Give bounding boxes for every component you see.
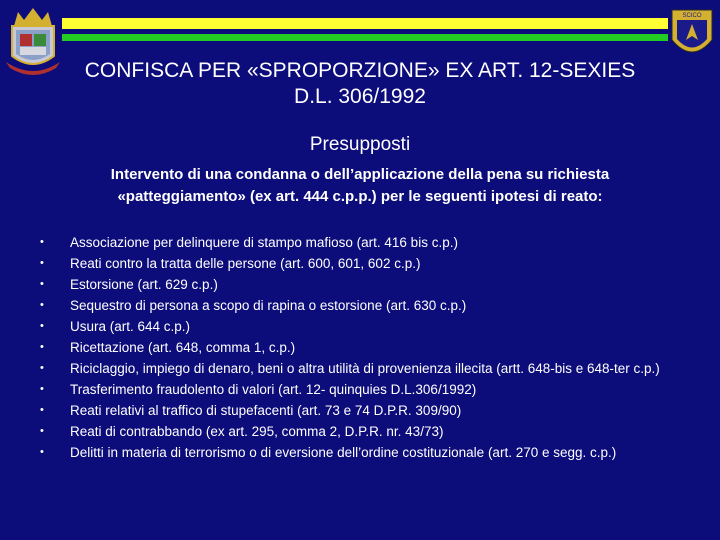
bullet: • <box>40 404 44 416</box>
bullet: • <box>40 320 44 332</box>
slide-title <box>0 58 720 110</box>
list-item <box>40 423 690 440</box>
list-item <box>40 297 690 314</box>
list-item-label: Associazione per delinquere di stampo mafioso (art. 416 bis c.p.) <box>70 235 458 250</box>
intro-line-1: Intervento di una condanna o dell’applicazione della pena su richiesta <box>110 166 610 183</box>
offense-list <box>40 234 690 465</box>
header-stripe-green <box>62 34 668 41</box>
list-item <box>40 276 690 293</box>
list-item-label: Reati relativi al traffico di stupefacenti (art. 73 e 74 D.P.R. 309/90) <box>70 403 462 418</box>
list-item <box>40 360 690 377</box>
list-item <box>40 339 690 356</box>
list-item-label: Riciclaggio, impiego di denaro, beni o altra utilità di provenienza illecita (artt. 648-bis e 648-ter c.p.) <box>70 361 660 376</box>
list-item <box>40 318 690 335</box>
scico-emblem-text: SCICO <box>682 13 702 19</box>
bullet: • <box>40 299 44 311</box>
list-item <box>40 402 690 419</box>
list-item-label: Delitti in materia di terrorismo o di eversione dell’ordine costituzionale (art. 270 e segg. c.p.) <box>70 445 617 460</box>
list-item <box>40 234 690 251</box>
list-item <box>40 444 690 461</box>
list-item-label: Ricettazione (art. 648, comma 1, c.p.) <box>70 340 296 355</box>
list-item-label: Estorsione (art. 629 c.p.) <box>70 277 218 292</box>
list-item-label: Reati di contrabbando (ex art. 295, comma 2, D.P.R. nr. 43/73) <box>70 424 444 439</box>
bullet: • <box>40 341 44 353</box>
header-stripe-yellow <box>62 18 668 29</box>
bullet: • <box>40 446 44 458</box>
list-item-label: Trasferimento fraudolento di valori (art. 12- quinquies D.L.306/1992) <box>70 382 477 397</box>
slide-subtitle: Presupposti <box>309 134 411 155</box>
scico-emblem-logo <box>668 6 716 64</box>
bullet: • <box>40 278 44 290</box>
list-item <box>40 381 690 398</box>
slide-title-line-2: D.L. 306/1992 <box>294 85 426 108</box>
list-item-label: Usura (art. 644 c.p.) <box>70 319 191 334</box>
slide-title-line-1: CONFISCA PER «SPROPORZIONE» EX ART. 12-SEXIES <box>84 59 636 82</box>
bullet: • <box>40 362 44 374</box>
bullet: • <box>40 383 44 395</box>
intro-text <box>40 164 680 208</box>
bullet: • <box>40 425 44 437</box>
bullet: • <box>40 236 44 248</box>
intro-line-2: «patteggiamento» (ex art. 444 c.p.p.) per le seguenti ipotesi di reato: <box>117 188 603 205</box>
bullet: • <box>40 257 44 269</box>
list-item-label: Reati contro la tratta delle persone (art. 600, 601, 602 c.p.) <box>70 256 421 271</box>
list-item-label: Sequestro di persona a scopo di rapina o estorsione (art. 630 c.p.) <box>70 298 467 313</box>
list-item <box>40 255 690 272</box>
